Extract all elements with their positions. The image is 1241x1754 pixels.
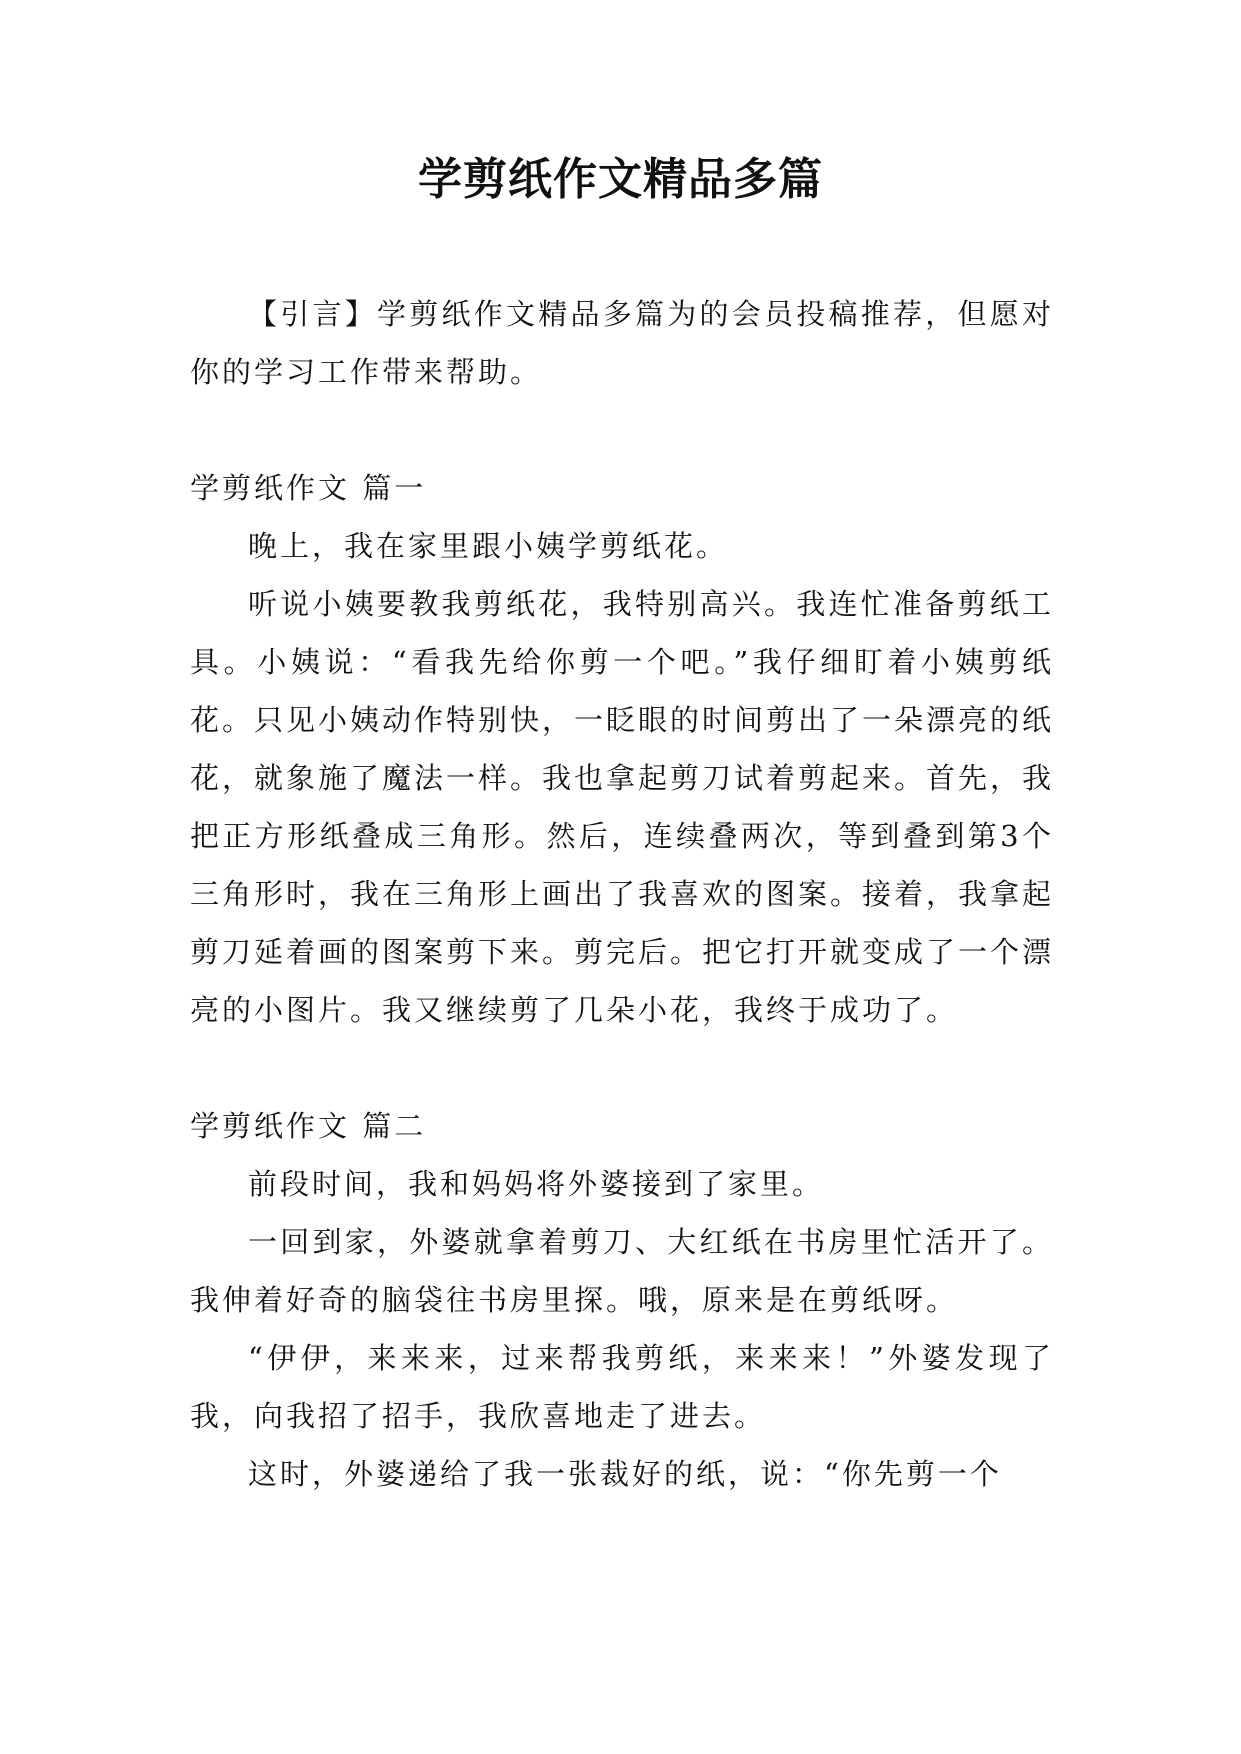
- paragraph: 前段时间，我和妈妈将外婆接到了家里。: [248, 1167, 825, 1201]
- document-body: [190, 285, 1054, 1503]
- paragraph: 晚上，我在家里跟小姨学剪纸花。: [248, 529, 729, 563]
- section-heading: 学剪纸作文 篇二: [190, 1109, 427, 1143]
- intro-paragraph: 【引言】学剪纸作文精品多篇为的会员投稿推荐，但愿对你的学习工作带来帮助。: [190, 297, 1054, 389]
- paragraph: 一回到家，外婆就拿着剪刀、大红纸在书房里忙活开了。我伸着好奇的脑袋往书房里探。哦，原来是在剪纸呀。: [190, 1225, 1054, 1317]
- section-heading: 学剪纸作文 篇一: [190, 471, 427, 505]
- paragraph: 听说小姨要教我剪纸花，我特别高兴。我连忙准备剪纸工具。小姨说：“看我先给你剪一个吧。”我仔细盯着小姨剪纸花。只见小姨动作特别快，一眨眼的时间剪出了一朵漂亮的纸花，就象施了魔法一样。我也拿起剪刀试着剪起来。首先，我把正方形纸叠成三角形。然后，连续叠两次，等到叠到第3个三角形时，我在三角形上画出了我喜欢的图案。接着，我拿起剪刀延着画的图案剪下来。剪完后。把它打开就变成了一个漂亮的小图片。我又继续剪了几朵小花，我终于成功了。: [190, 587, 1055, 1027]
- paragraph: “伊伊，来来来，过来帮我剪纸，来来来！”外婆发现了我，向我招了招手，我欣喜地走了进去。: [190, 1341, 1054, 1433]
- paragraph: 这时，外婆递给了我一张裁好的纸，说：“你先剪一个: [248, 1457, 1002, 1491]
- document-title: 学剪纸作文精品多篇: [418, 154, 823, 205]
